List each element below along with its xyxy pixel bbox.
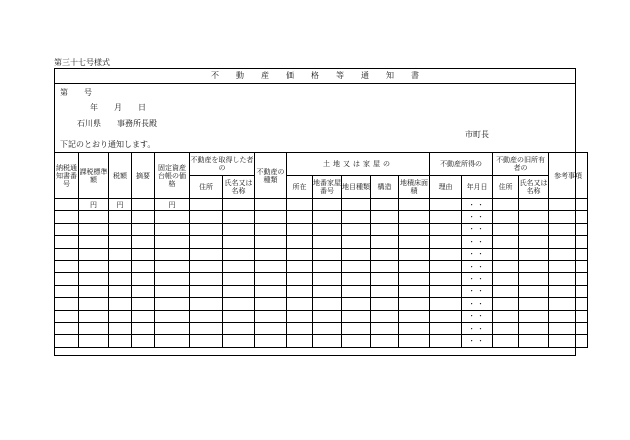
col-remarks-summary: 摘要 xyxy=(132,153,155,199)
date-dots: ・・ xyxy=(462,236,493,248)
table-cell xyxy=(399,211,430,223)
table-cell xyxy=(493,310,519,322)
table-cell xyxy=(109,285,132,297)
table-cell xyxy=(223,223,255,235)
table-cell xyxy=(287,298,313,310)
table-cell xyxy=(79,285,109,297)
table-row xyxy=(55,285,588,297)
table-cell xyxy=(155,335,190,347)
yen-unit: 円 xyxy=(109,199,132,211)
table-cell xyxy=(371,298,399,310)
table-cell xyxy=(430,310,462,322)
table-cell xyxy=(55,248,79,260)
table-row xyxy=(55,310,588,322)
table-cell xyxy=(190,285,223,297)
table-cell xyxy=(399,285,430,297)
table-cell xyxy=(519,260,549,272)
table-cell xyxy=(287,236,313,248)
yen-unit: 円 xyxy=(155,199,190,211)
table-cell xyxy=(55,236,79,248)
table-cell xyxy=(79,310,109,322)
table-cell xyxy=(55,298,79,310)
table-cell xyxy=(132,248,155,260)
table-cell xyxy=(255,322,287,334)
table-cell xyxy=(313,248,342,260)
table-cell xyxy=(132,298,155,310)
table-cell xyxy=(155,211,190,223)
table-cell xyxy=(549,260,588,272)
table-cell xyxy=(255,310,287,322)
table-cell xyxy=(132,335,155,347)
table-cell xyxy=(255,248,287,260)
table-cell xyxy=(342,211,371,223)
table-cell xyxy=(55,322,79,334)
table-cell xyxy=(190,298,223,310)
table-cell xyxy=(342,310,371,322)
table-cell xyxy=(493,223,519,235)
table-cell xyxy=(342,322,371,334)
table-cell xyxy=(287,199,313,211)
table-cell xyxy=(493,260,519,272)
table-cell xyxy=(519,335,549,347)
table-cell xyxy=(109,310,132,322)
date-dots: ・・ xyxy=(462,199,493,211)
table-cell xyxy=(55,285,79,297)
table-cell xyxy=(313,298,342,310)
table-cell xyxy=(549,211,588,223)
date-dots: ・・ xyxy=(462,322,493,334)
mayor-label: 市町長 xyxy=(465,130,489,139)
table-row xyxy=(55,223,588,235)
table-cell xyxy=(109,260,132,272)
table-cell xyxy=(313,223,342,235)
table-cell xyxy=(255,298,287,310)
table-cell xyxy=(371,335,399,347)
table-cell xyxy=(223,322,255,334)
table-cell xyxy=(190,273,223,285)
table-cell xyxy=(430,322,462,334)
col-property-type: 不動産の種類 xyxy=(255,153,287,199)
table-cell xyxy=(79,211,109,223)
table-cell xyxy=(132,223,155,235)
table-cell xyxy=(493,285,519,297)
col-tax-amount: 税額 xyxy=(109,153,132,199)
table-cell xyxy=(155,310,190,322)
table-cell xyxy=(190,223,223,235)
table-cell xyxy=(132,310,155,322)
table-cell xyxy=(223,335,255,347)
table-cell xyxy=(519,322,549,334)
table-cell xyxy=(155,236,190,248)
col-reference: 参考事項 xyxy=(549,153,588,199)
table-cell xyxy=(430,298,462,310)
table-cell xyxy=(549,223,588,235)
date-dots: ・・ xyxy=(462,310,493,322)
yen-unit: 円 xyxy=(79,199,109,211)
table-cell xyxy=(549,273,588,285)
table-cell xyxy=(109,322,132,334)
table-cell xyxy=(430,260,462,272)
table-cell xyxy=(371,285,399,297)
table-cell xyxy=(109,223,132,235)
table-row xyxy=(55,199,588,211)
table-cell xyxy=(287,310,313,322)
table-cell xyxy=(430,236,462,248)
table-cell xyxy=(287,322,313,334)
col-date: 年月日 xyxy=(462,176,493,199)
table-cell xyxy=(342,335,371,347)
table-cell xyxy=(287,248,313,260)
table-cell xyxy=(342,273,371,285)
table-cell xyxy=(287,273,313,285)
col-area: 地積床面積 xyxy=(399,176,430,199)
table-cell xyxy=(342,199,371,211)
table-cell xyxy=(430,273,462,285)
form-title: 不動産価格等通知書 xyxy=(55,69,575,84)
table-cell xyxy=(399,223,430,235)
table-row xyxy=(55,335,588,347)
table-cell xyxy=(399,298,430,310)
table-cell xyxy=(549,298,588,310)
addressee-office: 事務所長殿 xyxy=(117,119,157,128)
table-cell xyxy=(549,285,588,297)
col-property-group: 土地又は家屋の xyxy=(287,153,430,176)
table-cell xyxy=(313,310,342,322)
table-cell xyxy=(287,260,313,272)
table-cell xyxy=(190,310,223,322)
table-cell xyxy=(313,273,342,285)
col-former-address: 住所 xyxy=(493,176,519,199)
table-cell xyxy=(371,310,399,322)
table-cell xyxy=(155,285,190,297)
table-cell xyxy=(190,260,223,272)
table-cell xyxy=(190,248,223,260)
date-dots: ・・ xyxy=(462,260,493,272)
table-cell xyxy=(430,248,462,260)
table-cell xyxy=(155,260,190,272)
table-cell xyxy=(255,285,287,297)
table-cell xyxy=(399,273,430,285)
table-cell xyxy=(79,248,109,260)
table-cell xyxy=(371,260,399,272)
col-reason: 理由 xyxy=(430,176,462,199)
table-cell xyxy=(255,223,287,235)
table-cell xyxy=(132,260,155,272)
table-cell xyxy=(549,310,588,322)
table-cell xyxy=(255,273,287,285)
table-cell xyxy=(287,335,313,347)
col-assessed-value: 固定資産台帳の価格 xyxy=(155,153,190,199)
table-cell xyxy=(493,298,519,310)
table-cell xyxy=(287,285,313,297)
table-cell xyxy=(342,248,371,260)
table-cell xyxy=(109,236,132,248)
table-cell xyxy=(190,335,223,347)
table-cell xyxy=(371,322,399,334)
date-dots: ・・ xyxy=(462,285,493,297)
table-cell xyxy=(223,248,255,260)
table-cell xyxy=(430,223,462,235)
table-cell xyxy=(313,335,342,347)
table-cell xyxy=(255,199,287,211)
col-structure: 構造 xyxy=(371,176,399,199)
col-acquirer-group: 不動産を取得した者の xyxy=(190,153,255,176)
table-cell xyxy=(399,322,430,334)
table-cell xyxy=(132,285,155,297)
col-lot-number: 地番家屋番号 xyxy=(313,176,342,199)
table-cell xyxy=(55,199,79,211)
date-dots: ・・ xyxy=(462,298,493,310)
table-cell xyxy=(255,211,287,223)
table-cell xyxy=(255,260,287,272)
table-cell xyxy=(223,298,255,310)
table-cell xyxy=(79,223,109,235)
table-cell xyxy=(371,223,399,235)
table-cell xyxy=(519,248,549,260)
table-cell xyxy=(55,260,79,272)
table-cell xyxy=(399,199,430,211)
table-cell xyxy=(155,298,190,310)
table-cell xyxy=(109,211,132,223)
table-cell xyxy=(132,236,155,248)
table-cell xyxy=(313,260,342,272)
table-cell xyxy=(79,273,109,285)
table-cell xyxy=(223,199,255,211)
table-cell xyxy=(313,236,342,248)
table-cell xyxy=(549,248,588,260)
table-cell xyxy=(255,335,287,347)
table-cell xyxy=(430,199,462,211)
table-cell xyxy=(342,260,371,272)
table-cell xyxy=(132,199,155,211)
table-cell xyxy=(223,285,255,297)
table-cell xyxy=(79,298,109,310)
table-cell xyxy=(190,236,223,248)
date-dots: ・・ xyxy=(462,335,493,347)
table-cell xyxy=(223,236,255,248)
table-cell xyxy=(519,211,549,223)
table-cell xyxy=(493,335,519,347)
table-row xyxy=(55,273,588,285)
col-acquirer-address: 住所 xyxy=(190,176,223,199)
table-cell xyxy=(519,285,549,297)
col-acquirer-name: 氏名又は名称 xyxy=(223,176,255,199)
table-cell xyxy=(430,335,462,347)
table-cell xyxy=(342,223,371,235)
table-cell xyxy=(155,248,190,260)
date-dots: ・・ xyxy=(462,211,493,223)
addressee-prefecture: 石川県 xyxy=(77,119,101,128)
table-cell xyxy=(155,273,190,285)
table-cell xyxy=(313,199,342,211)
table-cell xyxy=(493,199,519,211)
table-cell xyxy=(549,236,588,248)
table-cell xyxy=(519,310,549,322)
table-cell xyxy=(79,260,109,272)
table-cell xyxy=(287,223,313,235)
table-cell xyxy=(132,273,155,285)
table-cell xyxy=(109,273,132,285)
table-cell xyxy=(371,236,399,248)
table-cell xyxy=(399,248,430,260)
date-dots: ・・ xyxy=(462,223,493,235)
date-dots: ・・ xyxy=(462,273,493,285)
notice-text: 下記のとおり通知します。 xyxy=(60,140,156,149)
table-cell xyxy=(549,335,588,347)
table-cell xyxy=(519,223,549,235)
table-cell xyxy=(132,322,155,334)
col-former-owner-group: 不動産の旧所有者の xyxy=(493,153,549,176)
table-cell xyxy=(519,199,549,211)
table-cell xyxy=(223,310,255,322)
date-label: 年 月 日 xyxy=(90,103,146,112)
table-cell xyxy=(399,260,430,272)
table-cell xyxy=(342,285,371,297)
table-cell xyxy=(55,335,79,347)
table-cell xyxy=(132,211,155,223)
table-row xyxy=(55,211,588,223)
table-cell xyxy=(313,211,342,223)
table-cell xyxy=(155,322,190,334)
table-cell xyxy=(255,236,287,248)
table-cell xyxy=(190,211,223,223)
table-cell xyxy=(371,248,399,260)
table-cell xyxy=(399,335,430,347)
table-cell xyxy=(109,335,132,347)
table-cell xyxy=(79,322,109,334)
table-cell xyxy=(371,199,399,211)
table-cell xyxy=(79,236,109,248)
col-land-category: 地目種類 xyxy=(342,176,371,199)
table-cell xyxy=(430,285,462,297)
property-table xyxy=(54,152,588,348)
table-cell xyxy=(371,211,399,223)
table-row xyxy=(55,248,588,260)
table-cell xyxy=(493,273,519,285)
table-cell xyxy=(55,310,79,322)
table-cell xyxy=(519,298,549,310)
table-row xyxy=(55,260,588,272)
table-cell xyxy=(519,273,549,285)
table-cell xyxy=(79,335,109,347)
table-cell xyxy=(223,260,255,272)
col-notice-number: 納税通知書番号 xyxy=(55,153,79,199)
table-cell xyxy=(342,236,371,248)
col-location: 所在 xyxy=(287,176,313,199)
table-cell xyxy=(55,223,79,235)
table-cell xyxy=(313,285,342,297)
table-cell xyxy=(155,223,190,235)
col-former-name: 氏名又は名称 xyxy=(519,176,549,199)
table-cell xyxy=(190,322,223,334)
table-cell xyxy=(493,322,519,334)
table-row xyxy=(55,236,588,248)
col-tax-base: 課税標準額 xyxy=(79,153,109,199)
table-cell xyxy=(493,248,519,260)
table-cell xyxy=(493,236,519,248)
table-row xyxy=(55,298,588,310)
notice-number-label: 第 号 xyxy=(60,88,92,97)
table-cell xyxy=(55,211,79,223)
date-dots: ・・ xyxy=(462,248,493,260)
table-cell xyxy=(109,248,132,260)
table-cell xyxy=(549,199,588,211)
form-number: 第三十七号様式 xyxy=(54,58,110,67)
table-cell xyxy=(549,322,588,334)
table-cell xyxy=(430,211,462,223)
table-cell xyxy=(493,211,519,223)
notice-form xyxy=(54,68,583,356)
col-acquisition-group: 不動産所得の xyxy=(430,153,493,176)
table-row xyxy=(55,322,588,334)
table-cell xyxy=(109,298,132,310)
table-cell xyxy=(399,236,430,248)
table-cell xyxy=(223,273,255,285)
table-cell xyxy=(313,322,342,334)
table-cell xyxy=(519,236,549,248)
table-cell xyxy=(342,298,371,310)
table-cell xyxy=(399,310,430,322)
table-cell xyxy=(223,211,255,223)
table-cell xyxy=(190,199,223,211)
table-cell xyxy=(371,273,399,285)
table-cell xyxy=(287,211,313,223)
table-cell xyxy=(55,273,79,285)
